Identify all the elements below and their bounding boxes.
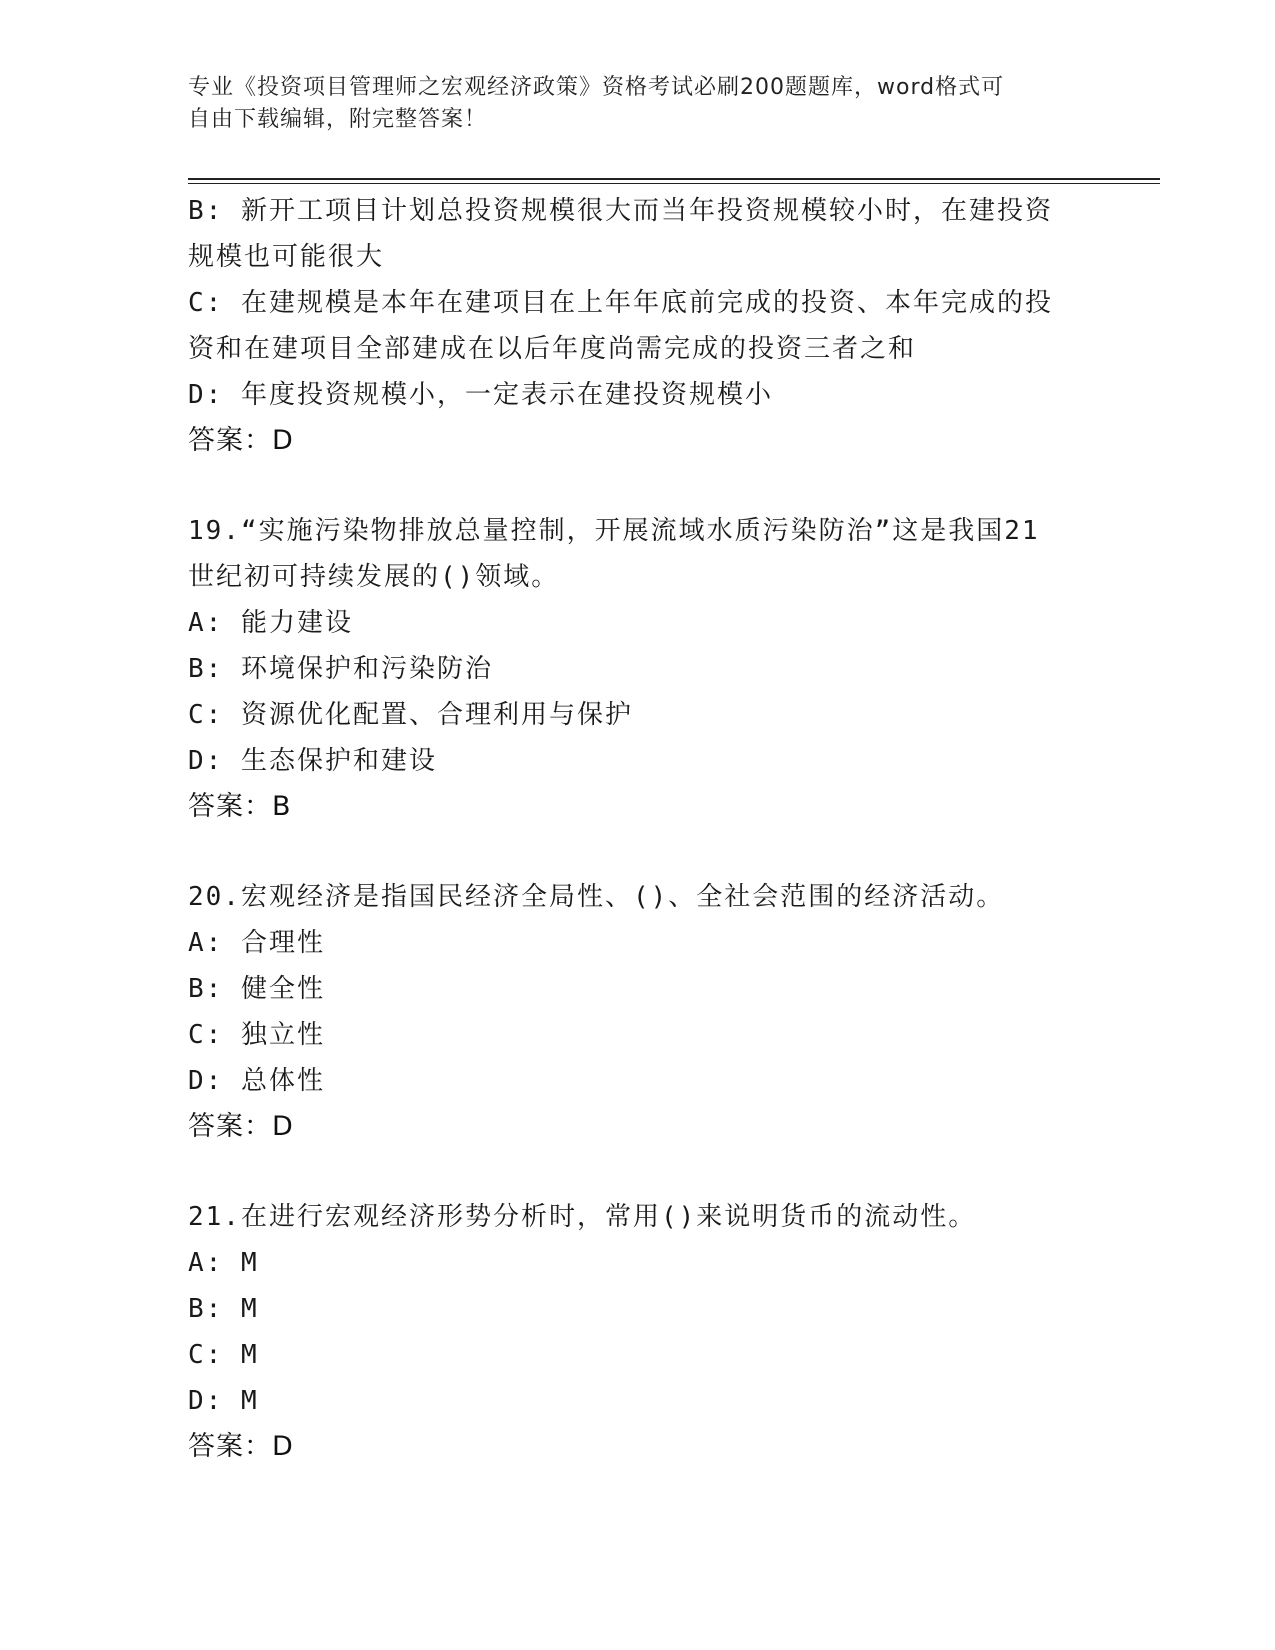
option-d: D: 生态保护和建设 (188, 746, 437, 776)
header-title-line-2: 自由下载编辑，附完整答案！ (188, 107, 488, 132)
question-stem-line-1: 21.在进行宏观经济形势分析时，常用()来说明货币的流动性。 (188, 1202, 977, 1232)
answer-line: 答案：B (188, 791, 292, 822)
answer-line: 答案：D (188, 1431, 294, 1462)
option-c: C: M (188, 1340, 259, 1370)
header-title-line-1: 专业《投资项目管理师之宏观经济政策》资格考试必刷200题题库，word格式可 (188, 75, 1005, 100)
option-c-line-2: 资和在建项目全部建成在以后年度尚需完成的投资三者之和 (188, 334, 917, 364)
option-b-line-1: B: 新开工项目计划总投资规模很大而当年投资规模较小时，在建投资 (188, 196, 1053, 226)
option-a: A: M (188, 1248, 259, 1278)
option-c: C: 独立性 (188, 1020, 325, 1050)
question-stem-line-1: 20.宏观经济是指国民经济全局性、()、全社会范围的经济活动。 (188, 882, 1005, 912)
document-header (188, 72, 1068, 136)
question-stem-line-1: 19.“实施污染物排放总量控制，开展流域水质污染防治”这是我国21 (188, 516, 1040, 546)
question-stem-line-2: 世纪初可持续发展的()领域。 (188, 562, 560, 592)
option-d: D: M (188, 1386, 259, 1416)
question-18-continuation (188, 188, 1088, 464)
option-d: D: 总体性 (188, 1066, 325, 1096)
question-20 (188, 874, 1088, 1150)
option-c-line-1: C: 在建规模是本年在建项目在上年年底前完成的投资、本年完成的投 (188, 288, 1053, 318)
answer-line: 答案：D (188, 1111, 294, 1142)
question-19 (188, 508, 1088, 830)
header-divider-thick (188, 178, 1160, 180)
option-d: D: 年度投资规模小，一定表示在建投资规模小 (188, 380, 773, 410)
question-21 (188, 1194, 1088, 1470)
answer-line: 答案：D (188, 425, 294, 456)
option-b: B: M (188, 1294, 259, 1324)
option-c: C: 资源优化配置、合理利用与保护 (188, 700, 633, 730)
option-b-line-2: 规模也可能很大 (188, 242, 385, 272)
document-body (188, 188, 1088, 1470)
header-divider-thin (188, 183, 1160, 184)
option-a: A: 合理性 (188, 928, 325, 958)
option-b: B: 环境保护和污染防治 (188, 654, 493, 684)
option-b: B: 健全性 (188, 974, 325, 1004)
option-a: A: 能力建设 (188, 608, 353, 638)
